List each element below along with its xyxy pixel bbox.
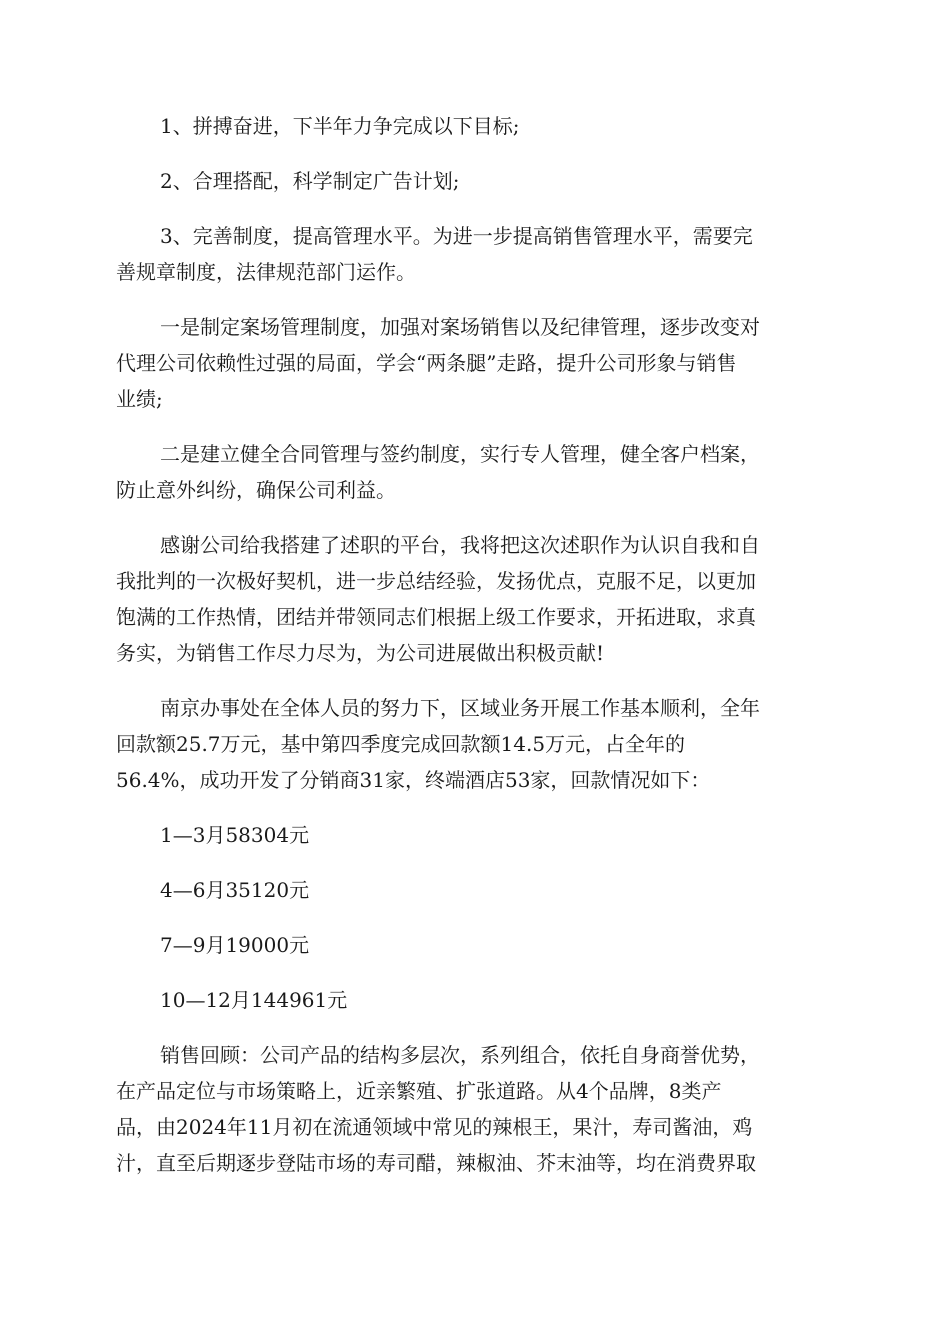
text-line: 代理公司依赖性过强的局面，学会“两条腿”走路，提升公司形象与销售: [116, 351, 737, 375]
paragraph: [116, 218, 836, 290]
paragraph: [116, 108, 836, 144]
text-line: 4—6月35120元: [160, 878, 310, 902]
paragraph: [116, 527, 836, 671]
text-line: 销售回顾：公司产品的结构多层次，系列组合，依托自身商誉优势，: [160, 1043, 760, 1067]
text-line: 防止意外纠纷，确保公司利益。: [116, 478, 396, 502]
text-line: 二是建立健全合同管理与签约制度，实行专人管理，健全客户档案，: [160, 442, 760, 466]
paragraph: [116, 1037, 836, 1181]
text-line: 业绩;: [116, 387, 163, 411]
paragraph: [116, 163, 836, 199]
paragraph: [116, 982, 836, 1018]
text-line: 在产品定位与市场策略上，近亲繁殖、扩张道路。从4个品牌，8类产: [116, 1079, 722, 1103]
text-line: 1—3月58304元: [160, 823, 310, 847]
text-line: 3、完善制度，提高管理水平。为进一步提高销售管理水平，需要完: [160, 224, 753, 248]
paragraph: [116, 309, 836, 417]
text-line: 2、合理搭配，科学制定广告计划;: [160, 169, 460, 193]
paragraph: [116, 927, 836, 963]
paragraph: [116, 690, 836, 798]
text-line: 务实，为销售工作尽力尽为，为公司进展做出积极贡献!: [116, 641, 605, 665]
text-line: 汁，直至后期逐步登陆市场的寿司醋，辣椒油、芥末油等，均在消费界取: [116, 1151, 756, 1175]
text-line: 回款额25.7万元，基中第四季度完成回款额14.5万元，占全年的: [116, 732, 686, 756]
paragraph: [116, 817, 836, 853]
text-line: 一是制定案场管理制度，加强对案场销售以及纪律管理，逐步改变对: [160, 315, 760, 339]
text-line: 感谢公司给我搭建了述职的平台，我将把这次述职作为认识自我和自: [160, 533, 760, 557]
text-line: 我批判的一次极好契机，进一步总结经验，发扬优点，克服不足，以更加: [116, 569, 756, 593]
paragraph: [116, 872, 836, 908]
text-line: 善规章制度，法律规范部门运作。: [116, 260, 416, 284]
text-line: 饱满的工作热情，团结并带领同志们根据上级工作要求，开拓进取，求真: [116, 605, 756, 629]
text-line: 南京办事处在全体人员的努力下，区域业务开展工作基本顺利，全年: [160, 696, 760, 720]
text-line: 7—9月19000元: [160, 933, 310, 957]
text-line: 品，由2024年11月初在流通领域中常见的辣根王，果汁，寿司酱油，鸡: [116, 1115, 753, 1139]
paragraph: [116, 436, 836, 508]
text-line: 10—12月144961元: [160, 988, 348, 1012]
document-body: [116, 108, 836, 1200]
text-line: 56.4%，成功开发了分销商31家，终端酒店53家，回款情况如下：: [116, 768, 711, 792]
text-line: 1、拼搏奋进，下半年力争完成以下目标;: [160, 114, 520, 138]
